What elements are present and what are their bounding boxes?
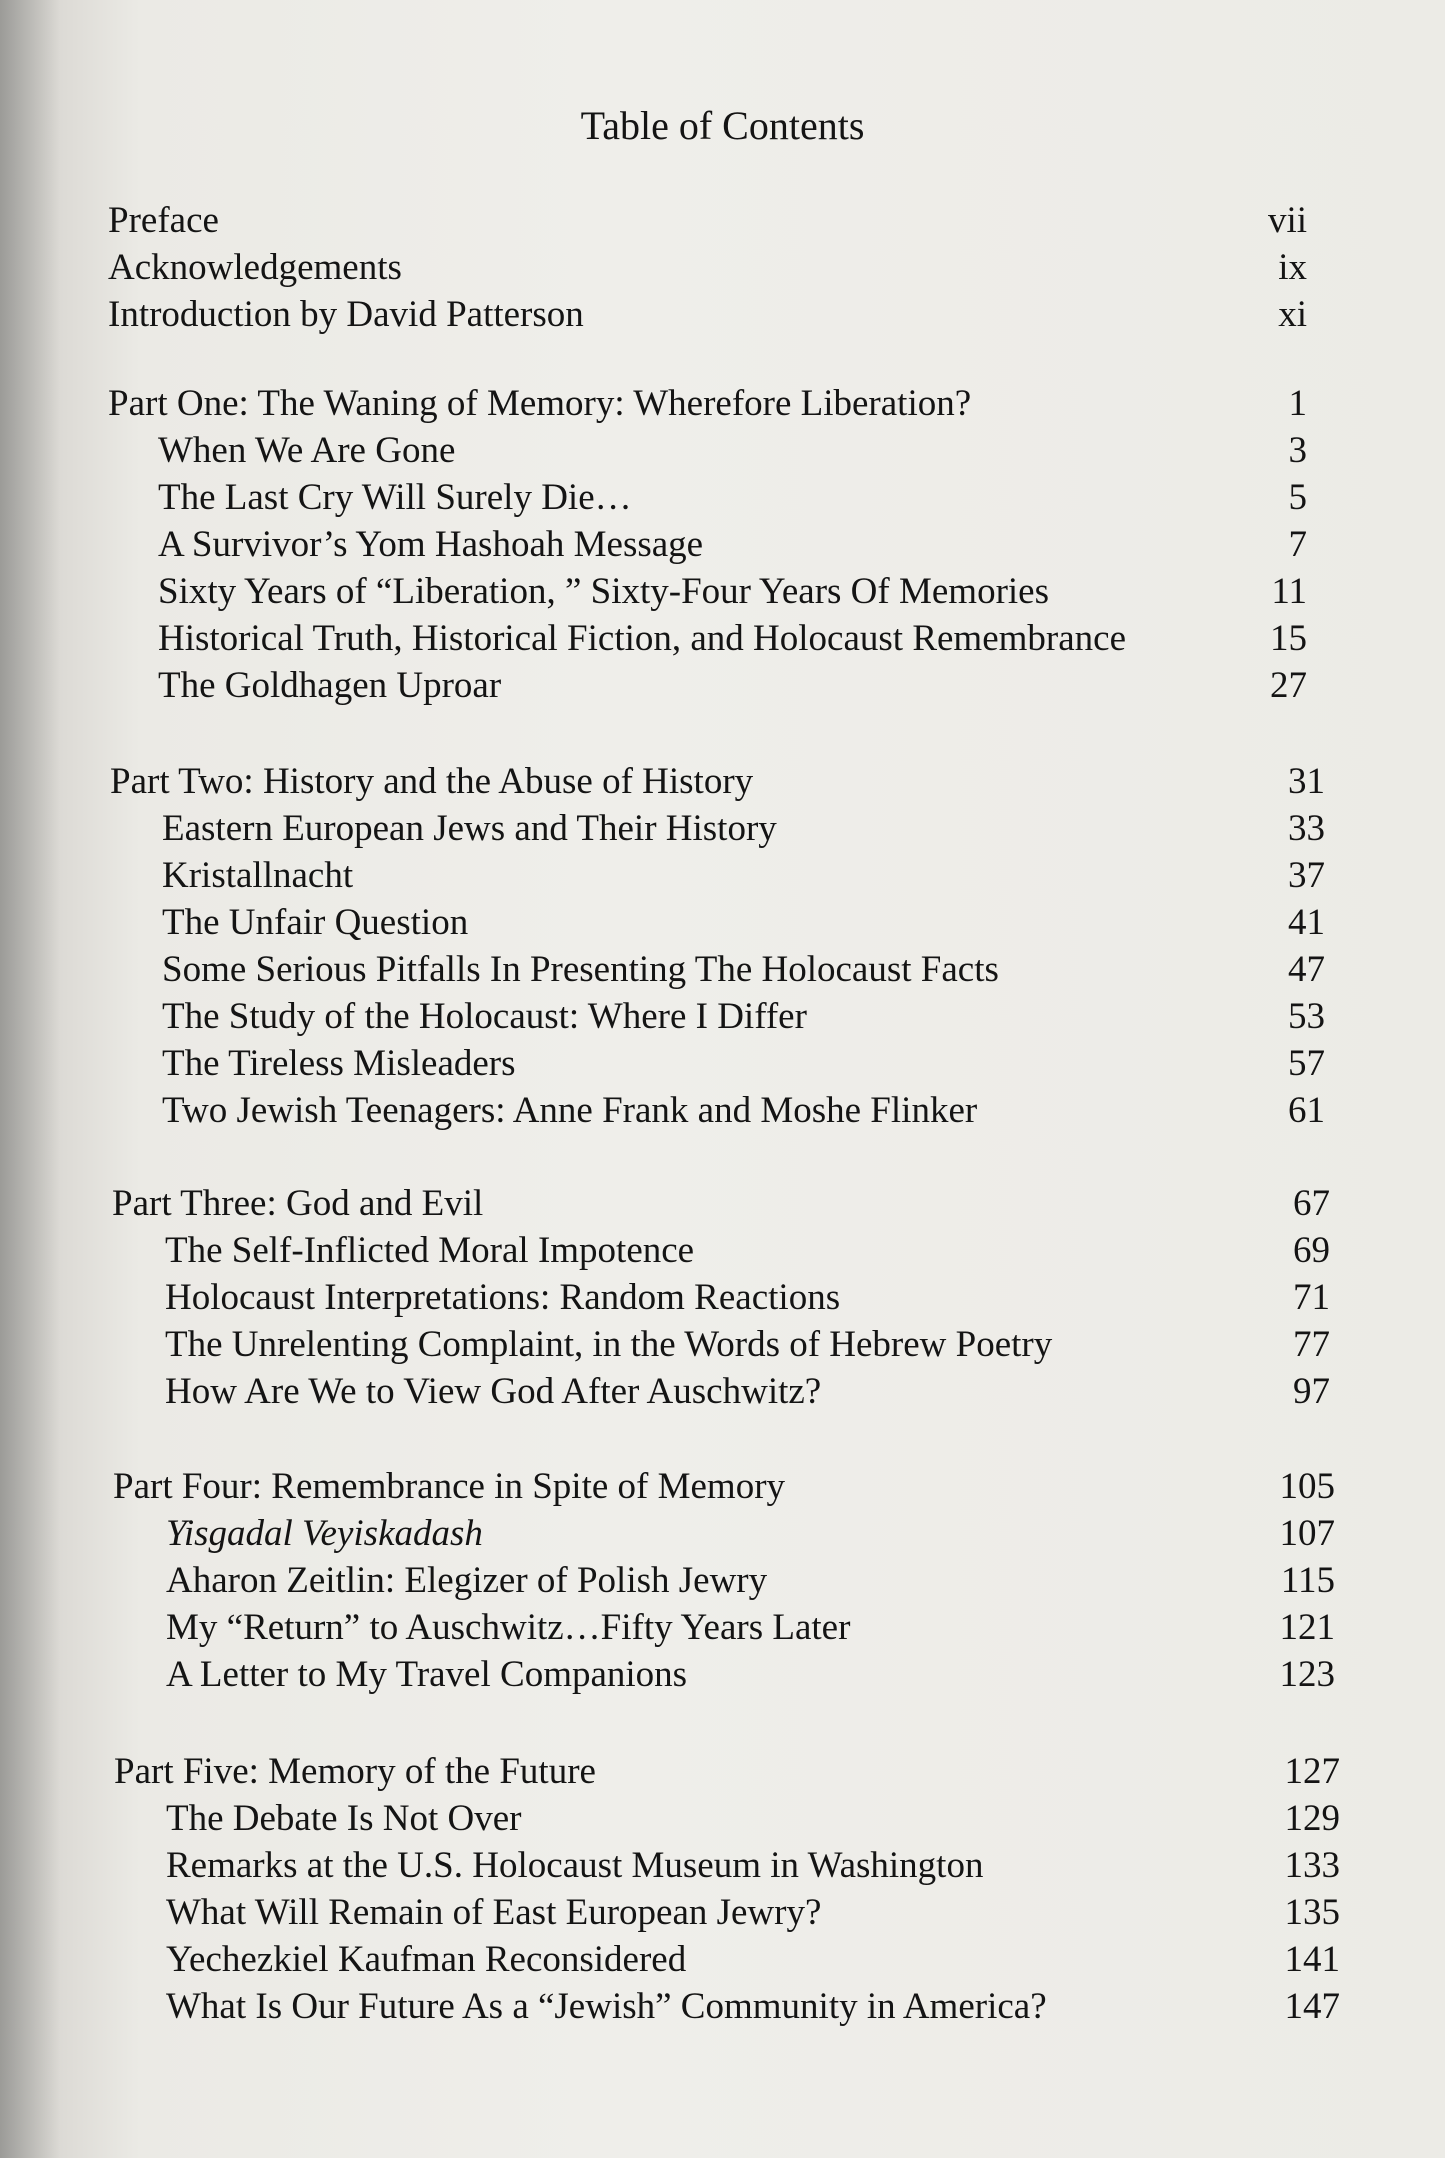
toc-entry (0, 899, 1445, 946)
toc-entry-page-number: 97 (1293, 1371, 1330, 1412)
toc-entry-page-number: 41 (1288, 902, 1325, 943)
part-heading-page-number: 105 (1279, 1466, 1335, 1507)
toc-entry-title: Aharon Zeitlin: Elegizer of Polish Jewry (166, 1560, 768, 1601)
toc-entry-page-number: 61 (1288, 1090, 1325, 1131)
part-heading-page-number: 127 (1284, 1751, 1340, 1792)
part-heading-title: Part Four: Remembrance in Spite of Memory (113, 1466, 786, 1507)
toc-entry-title: My “Return” to Auschwitz…Fifty Years Later (166, 1607, 851, 1648)
toc-entry-title: Holocaust Interpretations: Random Reactions (165, 1277, 841, 1318)
toc-entry-title: The Self-Inflicted Moral Impotence (165, 1230, 695, 1271)
toc-entry-title: When We Are Gone (158, 430, 456, 471)
toc-entry-page-number: 7 (1288, 524, 1307, 565)
part-heading (0, 758, 1445, 805)
toc-entry (0, 1368, 1445, 1415)
toc-entry (0, 1842, 1445, 1889)
toc-entry-title: What Is Our Future As a “Jewish” Community in America? (166, 1986, 1047, 2027)
part-heading-title: Part Five: Memory of the Future (114, 1751, 596, 1792)
toc-entry (0, 1274, 1445, 1321)
toc-entry (0, 1795, 1445, 1842)
toc-entry-page-number: 107 (1279, 1513, 1335, 1554)
part-heading-page-number: 31 (1288, 761, 1325, 802)
toc-entry (0, 1040, 1445, 1087)
toc-entry-title: The Debate Is Not Over (166, 1798, 522, 1839)
toc-entry-title: Yisgadal Veyiskadash (166, 1513, 483, 1554)
part-heading-title: Part Three: God and Evil (112, 1183, 484, 1224)
toc-entry-title: The Unfair Question (162, 902, 469, 943)
toc-entry (0, 197, 1445, 244)
toc-entry-page-number: 77 (1293, 1324, 1330, 1365)
toc-entry-page-number: 115 (1280, 1560, 1335, 1601)
toc-section (0, 1463, 1445, 1698)
toc-entry-title: The Tireless Misleaders (162, 1043, 516, 1084)
part-heading (0, 1180, 1445, 1227)
toc-entry-page-number: 123 (1279, 1654, 1335, 1695)
part-heading-page-number: 1 (1288, 383, 1307, 424)
toc-entry-page-number: 11 (1271, 571, 1307, 612)
page-title: Table of Contents (580, 103, 865, 148)
toc-entry-title: Introduction by David Patterson (108, 294, 584, 335)
toc-entry-title: The Last Cry Will Surely Die… (158, 477, 632, 518)
toc-entry-page-number: 121 (1279, 1607, 1335, 1648)
toc-section (0, 197, 1445, 338)
toc-entry (0, 521, 1445, 568)
toc-entry (0, 1087, 1445, 1134)
toc-entry-title: Remarks at the U.S. Holocaust Museum in Washington (166, 1845, 984, 1886)
toc-entry-title: Two Jewish Teenagers: Anne Frank and Moshe Flinker (162, 1090, 978, 1131)
toc-entry-title: Some Serious Pitfalls In Presenting The Holocaust Facts (162, 949, 999, 990)
toc-entry-title: Yechezkiel Kaufman Reconsidered (166, 1939, 687, 1980)
toc-entry (0, 474, 1445, 521)
toc-entry-title: What Will Remain of East European Jewry? (166, 1892, 822, 1933)
part-heading-page-number: 67 (1293, 1183, 1330, 1224)
part-heading-title: Part One: The Waning of Memory: Wherefore Liberation? (108, 383, 972, 424)
toc-entry-title: Acknowledgements (108, 247, 402, 288)
toc-entry (0, 427, 1445, 474)
toc-entry (0, 1321, 1445, 1368)
toc-entry (0, 1983, 1445, 2030)
toc-entry (0, 1510, 1445, 1557)
toc-entry-page-number: 147 (1284, 1986, 1340, 2027)
toc-entry-page-number: 129 (1284, 1798, 1340, 1839)
toc-entry-title: Eastern European Jews and Their History (162, 808, 777, 849)
toc-entry-page-number: 53 (1288, 996, 1325, 1037)
toc-entry (0, 852, 1445, 899)
toc-entry-page-number: 135 (1284, 1892, 1340, 1933)
toc-entry (0, 1936, 1445, 1983)
toc-entry-title: The Unrelenting Complaint, in the Words of Hebrew Poetry (165, 1324, 1053, 1365)
toc-entry-title: Kristallnacht (162, 855, 354, 896)
toc-entry-title: The Study of the Holocaust: Where I Differ (162, 996, 807, 1037)
toc-entry (0, 1557, 1445, 1604)
toc-entry (0, 662, 1445, 709)
toc-section (0, 1748, 1445, 2030)
toc-entry (0, 568, 1445, 615)
toc-entry (0, 993, 1445, 1040)
toc-entry (0, 1889, 1445, 1936)
part-heading (0, 380, 1445, 427)
toc-entry-page-number: xi (1278, 294, 1307, 335)
part-heading (0, 1463, 1445, 1510)
toc-entry (0, 805, 1445, 852)
toc-entry (0, 615, 1445, 662)
toc-entry-page-number: 15 (1270, 618, 1307, 659)
toc-entry-title: A Letter to My Travel Companions (166, 1654, 688, 1695)
toc-entry-page-number: 57 (1288, 1043, 1325, 1084)
toc-section (0, 1180, 1445, 1415)
toc-entry-page-number: 3 (1288, 430, 1307, 471)
toc-entry-page-number: 141 (1284, 1939, 1340, 1980)
part-heading (0, 1748, 1445, 1795)
toc-entry (0, 1227, 1445, 1274)
toc-entry-page-number: 5 (1288, 477, 1307, 518)
toc-entry-page-number: 133 (1284, 1845, 1340, 1886)
toc-entry-title: Sixty Years of “Liberation, ” Sixty-Four Years Of Memories (158, 571, 1049, 612)
toc-entry-page-number: 27 (1270, 665, 1307, 706)
toc-entry-page-number: 47 (1288, 949, 1325, 990)
toc-entry-title: How Are We to View God After Auschwitz? (165, 1371, 822, 1412)
toc-section (0, 380, 1445, 709)
toc-entry-page-number: vii (1267, 200, 1307, 241)
toc-entry-page-number: ix (1278, 247, 1307, 288)
toc-entry-page-number: 69 (1293, 1230, 1330, 1271)
toc-entry-page-number: 37 (1288, 855, 1325, 896)
toc-entry (0, 291, 1445, 338)
toc-entry-page-number: 71 (1293, 1277, 1330, 1318)
part-heading-title: Part Two: History and the Abuse of History (110, 761, 754, 802)
toc-entry (0, 1604, 1445, 1651)
toc-entry-title: Preface (108, 200, 219, 241)
toc-entry-title: A Survivor’s Yom Hashoah Message (158, 524, 704, 565)
toc-entry (0, 244, 1445, 291)
bleed-through-text (120, 30, 1320, 74)
toc-entry (0, 946, 1445, 993)
toc-entry (0, 1651, 1445, 1698)
toc-entry-title: Historical Truth, Historical Fiction, and Holocaust Remembrance (158, 618, 1126, 659)
toc-entry-title: The Goldhagen Uproar (158, 665, 502, 706)
toc-entry-page-number: 33 (1288, 808, 1325, 849)
toc-section (0, 758, 1445, 1134)
